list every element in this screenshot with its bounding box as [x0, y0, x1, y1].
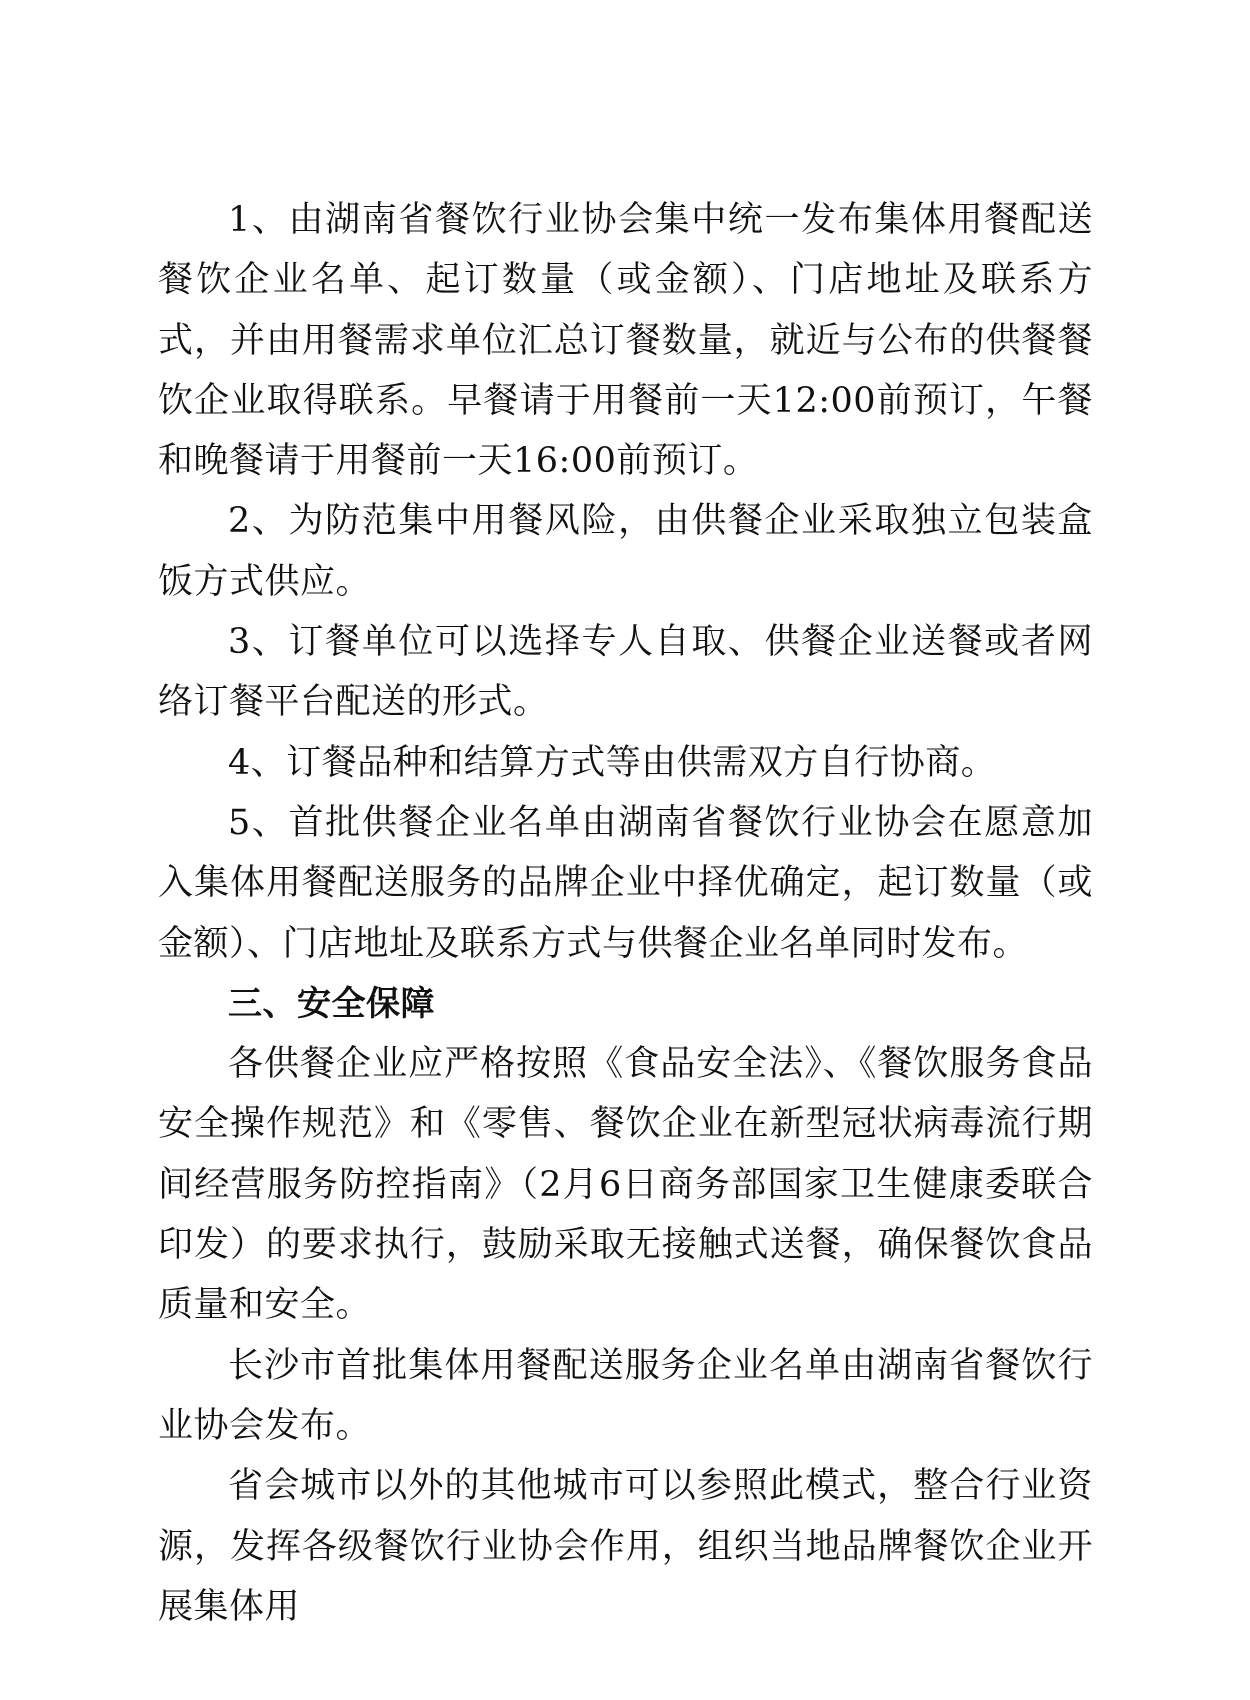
paragraph-other-cities: 省会城市以外的其他城市可以参照此模式，整合行业资源，发挥各级餐饮行业协会作用，组织当地品牌餐饮企业开展集体用 [158, 1466, 1093, 1627]
paragraph-safety-requirements: 各供餐企业应严格按照《食品安全法》、《餐饮服务食品安全操作规范》和《零售、餐饮企业在新型冠状病毒流行期间经营服务防控指南》（2月6日商务部国家卫生健康委联合印发）的要求执行，鼓励采取无接触式送餐，确保餐饮食品质量和安全。 [158, 1044, 1093, 1326]
paragraph-packaging: 2、为防范集中用餐风险，由供餐企业采取独立包装盒饭方式供应。 [158, 501, 1093, 602]
paragraph-settlement: 4、订餐品种和结算方式等由供需双方自行协商。 [228, 742, 997, 783]
paragraph-changsha-list: 长沙市首批集体用餐配送服务企业名单由湖南省餐饮行业协会发布。 [158, 1345, 1093, 1446]
document-page [158, 190, 1093, 1637]
section-heading-safety: 三、安全保障 [228, 983, 435, 1024]
paragraph-delivery-options: 3、订餐单位可以选择专人自取、供餐企业送餐或者网络订餐平台配送的形式。 [158, 622, 1093, 723]
paragraph-first-batch-list: 5、首批供餐企业名单由湖南省餐饮行业协会在愿意加入集体用餐配送服务的品牌企业中择优确定，起订数量（或金额）、门店地址及联系方式与供餐企业名单同时发布。 [158, 802, 1093, 964]
paragraph-ordering-process: 1、由湖南省餐饮行业协会集中统一发布集体用餐配送餐饮企业名单、起订数量（或金额）、门店地址及联系方式，并由用餐需求单位汇总订餐数量，就近与公布的供餐餐饮企业取得联系。早餐请于用餐前一天12:00前预订，午餐和晚餐请于用餐前一天16:00前预订。 [158, 200, 1093, 482]
